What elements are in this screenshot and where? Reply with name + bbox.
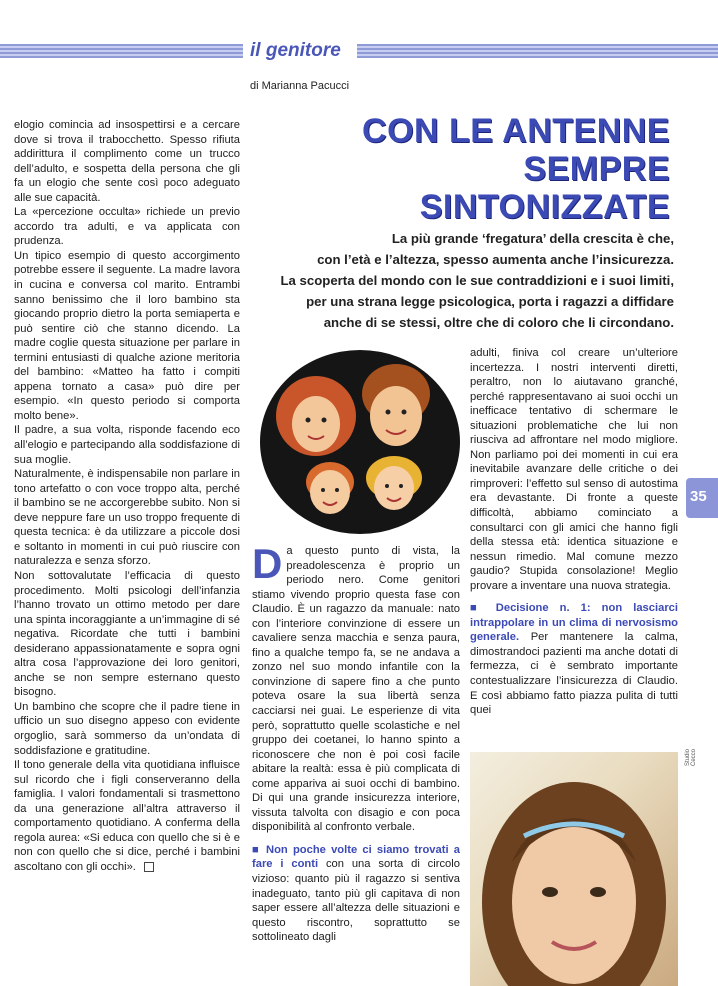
paragraph-text: con una sorta di circolo vizioso: quanto più il ragazzo si sentiva inadeguato, tanto più gli capitava di non saper essere all’altezza delle situazioni e questo riscontro, soprattutto se sottolineato dagli xyxy=(252,858,460,944)
paragraph: La «percezione occulta» richiede un previo accordo tra adulti, e va applicata con prudenza. xyxy=(14,206,240,248)
column-3 xyxy=(470,346,678,756)
paragraph-last xyxy=(14,758,240,874)
paragraph: Naturalmente, è indispensabile non parlare in tono artefatto o con voce troppo alta, perché il bambino se ne accorgerebbe subito. Non si deve neppure fare un uso troppo frequente di questa tecnica: è da utilizzare a piccole dosi e soltanto in momenti in cui può riuscire con naturalezza e senza sforzo. xyxy=(14,468,240,568)
subhead: Decisione n. 1: non lasciarci intrappolare in un clima di nervosismo generale. xyxy=(470,602,678,644)
intro-line: La scoperta del mondo con le sue contraddizioni e i suoi limiti, xyxy=(280,273,674,288)
paragraph-subhead xyxy=(252,843,460,945)
father-face xyxy=(370,386,422,446)
photo-credit: Studio Cecco xyxy=(685,748,697,766)
end-mark-icon xyxy=(144,862,154,872)
paragraph: Non sottovalutate l’efficacia di questo procedimento. Molti psicologi dell’infanzia l’hanno trovato un ottimo metodo per dare una spinta incoraggiante a un’immagine di sé negativa. Ricordate che tutti i bambini desiderano appassionatamente e sopra ogni altra cosa l’approvazione dei loro genitori, anche se non sempre esternano questo bisogno. xyxy=(14,569,240,699)
square-bullet-icon: ■ xyxy=(252,843,267,856)
paragraph-subhead xyxy=(470,601,678,717)
column-2 xyxy=(252,544,460,984)
headline-line-2: SEMPRE xyxy=(523,150,670,188)
intro-line: anche di se stessi, oltre che di coloro che li circondano. xyxy=(323,315,674,330)
paragraph: Un tipico esempio di questo accorgimento potrebbe essere il seguente. La madre lavora in cucina e conversa col marito. Entrambi sanno benissimo che il loro bambino sta giocando proprio dietro la porta semiaperta e può sentire ciò che stanno dicendo. La madre coglie questa situazione per parlare in termini entusiasti di qualche azione meritoria del bambino: «Matteo ha fatto i compiti appena tornato a casa» può dire per esempio. «In questo periodo si comporta molto bene». xyxy=(14,249,240,422)
drop-cap: D xyxy=(252,544,283,587)
paragraph-text: Il tono generale della vita quotidiana influisce sul ricordo che i figli conserveranno della famiglia. I valori fondamentali si trasmettono da una generazione all’altra attraverso il comportamento quotidiano. A conferma della regola aurea: «Si educa con quello che si è e non con quello che si dice, perché i bambini ascoltano con gli occhi». xyxy=(14,759,240,873)
intro-deck xyxy=(244,228,674,333)
headline-line-3: SINTONIZZATE xyxy=(419,188,670,226)
intro-line: per una strana legge psicologica, porta i ragazzi a diffidare xyxy=(306,294,674,309)
paragraph: Un bambino che scopre che il padre tiene in ufficio un suo disegno appeso con evidente orgoglio, sarà sommerso da un’ondata di soddisfazione e gratitudine. xyxy=(14,700,240,757)
headline-line-1: CON LE ANTENNE xyxy=(362,112,670,150)
family-illustration xyxy=(256,346,464,542)
square-bullet-icon: ■ xyxy=(470,602,496,615)
boy-face xyxy=(310,470,350,514)
paragraph-opening xyxy=(252,544,460,835)
column-1 xyxy=(14,118,240,978)
paragraph: elogio comincia ad insospettirsi e a cercare dove si trova il trabocchetto. Spesso rifiuta addirittura il complimento come un trucco dell’adulto, e sospetta della persona che gli fa un elogio che sente così poco adeguato alle sue capacità. xyxy=(14,119,240,204)
intro-line: La più grande ‘fregatura’ della crescita è che, xyxy=(391,231,674,246)
girl-photo xyxy=(470,752,678,986)
girl-photo-drawing xyxy=(470,752,678,986)
page-number: 35 xyxy=(690,488,707,505)
section-title: il genitore xyxy=(250,40,341,61)
paragraph-text: a questo punto di vista, la preadolescenza è proprio un periodo nero. Come genitori stiamo vivendo proprio questa fase con Claudio. È un ragazzo da manuale: nato con l’interiore convinzione di essere un cavaliere senza macchia e senza paura, fino a qualche tempo fa, se ne andava a zonzo nel suo mondo infantile con la convinzione di sapere fino a che punto poteva osare la sua libertà senza cacciarsi nei guai. Le esperienze di vita però, soprattutto quelle scolastiche e nel gruppo dei coetanei, lo hanno spinto a riconoscere che non è poi così facile abitare la realtà: essa è più complicata di come appariva ai suoi occhi di bambino. Di qui una grande insicurezza interiore, vissuta talvolta con disagio e con poca disponibilità al confronto verbale. xyxy=(252,545,460,834)
intro-line: con l’età e l’altezza, spesso aumenta anche l’insicurezza. xyxy=(317,252,674,267)
section-bar-right xyxy=(357,44,718,58)
mother-face xyxy=(292,396,340,452)
paragraph: Il padre, a sua volta, risponde facendo eco all’elogio e partecipando alla soddisfazione di sua moglie. xyxy=(14,424,240,466)
author-byline: di Marianna Pacucci xyxy=(250,80,350,92)
headline xyxy=(362,112,670,226)
section-bar-left xyxy=(0,44,243,58)
subhead: Non poche volte ci siamo trovati a fare i conti xyxy=(252,843,460,871)
paragraph-text: Per mantenere la calma, dimostrandoci pazienti ma anche dotati di fermezza, ci è sembrato importante contestualizzare l’insicurezza di Claudio. E così abbiamo fatto piazza pulita di tutti quei xyxy=(470,631,678,717)
girl-face xyxy=(374,466,414,510)
paragraph: adulti, finiva col creare un’ulteriore incertezza. I nostri interventi diretti, peraltro, non lo aiutavano granché, perché rappresentavano ai suoi occhi un inefficace tentativo di schermare le situazioni problematiche che lui non riusciva ad affrontare nel modo migliore. Non parliamo poi dei momenti in cui era inevitabile avanzare delle critiche o dei rimproveri: l’effetto sul senso di autostima era devastante. Di fronte a queste difficoltà, abbiamo cominciato a consultarci con gli amici che hanno figli della stessa età: identica situazione e nessun rimedio. Mal comune mezzo gaudio? Stupida consolazione! Meglio provare a inventare una nuova strategia. xyxy=(470,347,678,592)
